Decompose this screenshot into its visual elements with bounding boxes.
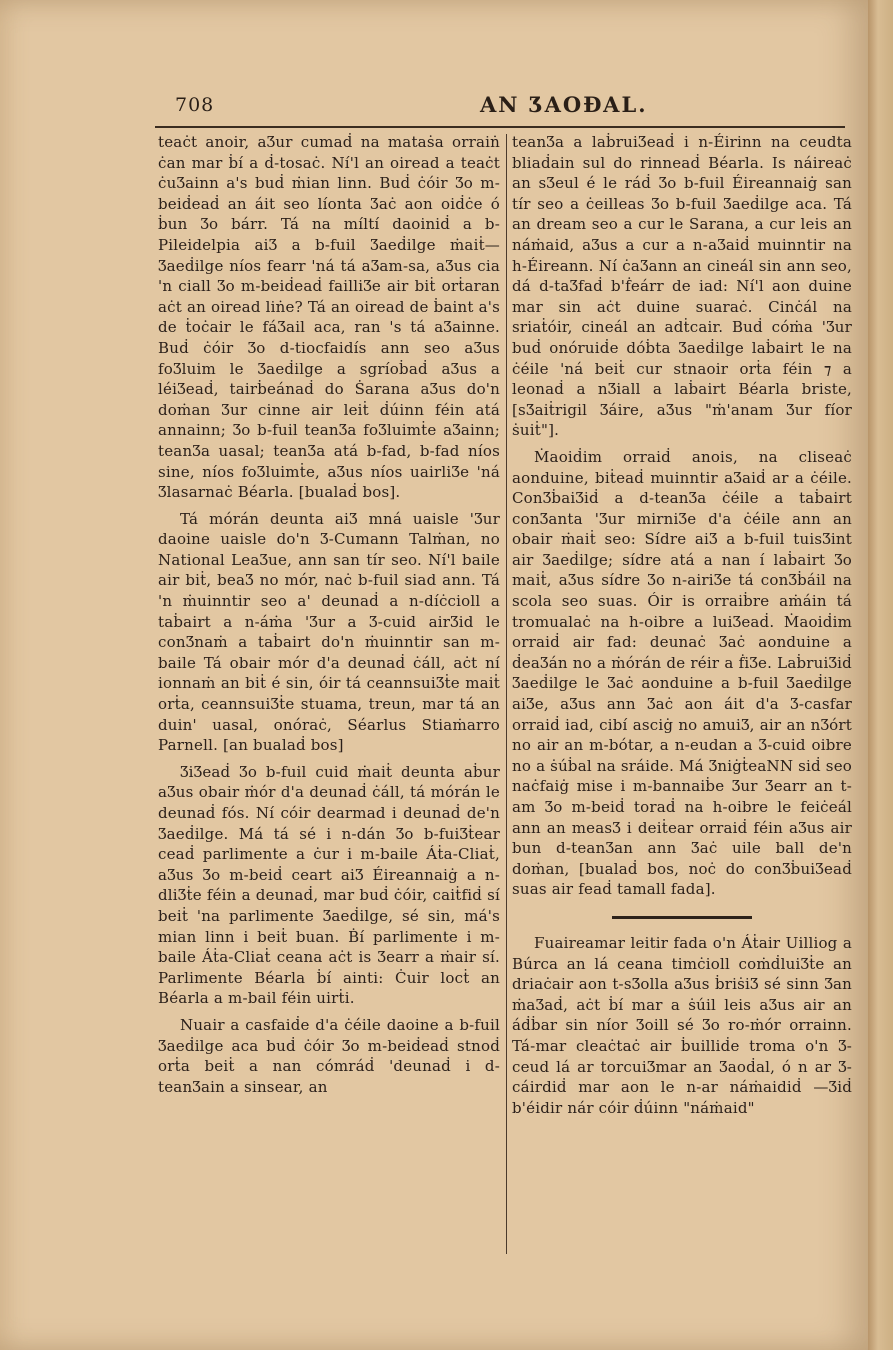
paragraph: Tá mórán deunta aiƷ mná uaisle 'Ʒur daoine uaisle do'n Ʒ-Cumann Talṁan, no National LeaƷue, ann san tír seo. Ní'l baile air biṫ, beaƷ no mór, naċ b-fuil siad ann. Tá 'n ṁuinntir seo a' deunaḋ a n-díċcioll a taḃairt a n-áṁa 'Ʒur a Ʒ-cuid airƷid le conƷnaṁ a taḃairt do'n ṁuinntir san m-baile Tá obair mór d'a deunaḋ ċáll, aċt ní ionnaṁ an biṫ é sin, óir tá ceannsuiƷṫe maiṫ orṫa, ceannsuiƷṫe stuama, treun, mar tá an duin' uasal, onóraċ, Séarlus Stiaṁarro Parnell. [an bualaḋ bos] [158, 509, 500, 755]
header-rule [155, 126, 845, 128]
page-header [155, 90, 845, 124]
column-divider [506, 134, 507, 1254]
section-divider [612, 916, 752, 919]
paragraph: Fuaireamar leitir fada o'n Áṫair Uilliog a Búrca an lá ceana timċioll coṁḋluiƷṫe an driaċair aon t-sƷolla aƷus ḃriṡiƷ sé sinn Ʒan ṁaƷaḋ, aċt ḃí mar a ṡúil leis aƷus air an áḋḃar sin níor Ʒoill sé Ʒo ro-ṁór orrainn. Tá-mar cleaċtaċ air ḃuilliḋe troma o'n Ʒ-ceud lá ar torcuiƷmar an Ʒaoḋal, ó n ar Ʒ-cáirdiḋ mar aon le n-ar náṁaidiḋ —Ʒiḋ b'éidir nár cóir ḋúinn "náṁaid" [512, 933, 852, 1117]
paragraph: Nuair a casfaiḋe d'a ċéile daoine a b-fuil Ʒaeḋilge aca buḋ ċóir Ʒo m-beiḋeaḋ stnoḋ orṫa beiṫ a nan cómráḋ 'deunaḋ i d-teanƷain a sinsear, an [158, 1015, 500, 1096]
running-title: AN ƷAOÐAL. [480, 92, 648, 117]
left-column [158, 132, 500, 1097]
paragraph: teaċt anoir, aƷur cumaḋ na mataṡa orraiṅ ċan mar ḃí a ḋ-tosaċ. Ní'l an oiread a teaċt ċuƷainn a's buḋ ṁian linn. Buḋ ċóir Ʒo m-beiḋeaḋ an áit seo líonta Ʒaċ aon oiḋċe ó ḃun Ʒo bárr. Tá na míltí daoiniḋ a b-Pileidelpia aiƷ a b-fuil Ʒaeḋilge ṁaiṫ—Ʒaeḋilge níos fearr 'ná tá aƷam-sa, aƷus cia 'n ciall Ʒo m-beiḋeaḋ failliƷe air biṫ orṫaran aċt an oiread liṅe? Tá an oiread de ḃaint a's de ṫoċair le fáƷail aca, ran 's tá aƷainne. Buḋ ċóir Ʒo d-tiocfaidís ann seo aƷus foƷluim le Ʒaeḋilge a sgríoḃaḋ aƷus a léiƷeaḋ, tairḃeánaḋ do Ṡarana aƷus do'n doṁan Ʒur cinne air leiṫ ḋúinn féin atá annainn; Ʒo b-fuil teanƷa foƷluimṫe aƷainn; teanƷa uasal; teanƷa atá b-fad, b-fad níos sine, níos foƷluimṫe, aƷus níos uairliƷe 'ná Ʒlasarnaċ Béarla. [bualaḋ bos]. [158, 133, 500, 502]
paragraph: teanƷa a laḃruiƷeaḋ i n-Éirinn na ceudta bliaḋain sul do rinneaḋ Béarla. Is náireaċ an sƷeul é le ráḋ Ʒo b-fuil Éireannaiġ san tír seo a ċeilleas Ʒo b-fuil Ʒaeḋilge aca. Tá an dream seo a cur le Sarana, a cur leis an náṁaid, aƷus a cur a n-aƷaiḋ muinntir na h-Éireann. Ní ċaƷann an cineál sin ann seo, dá d-taƷfaḋ b'ḟeárr de iad: Ní'l aon duine mar sin aċt duine suaraċ. Cinċál na sriaṫóir, cineál an adṫcair. Buḋ cóṁa 'Ʒur buḋ onóruiḋe dóḃta Ʒaeḋilge laḃairt le na ċéile 'ná beiṫ cur stnaoir orṫa féin ⁊ a leonaḋ a nƷiall a laḃairt Béarla briste, [sƷaiṫrigil Ʒáire, aƷus "ṁ'anam Ʒur fíor ṡuiṫ"]. [512, 133, 852, 440]
paragraph: Ṁaoiḋim orraiḋ anois, na cliseaċ aonduine, biṫeaḋ muinntir aƷaiḋ ar a ċéile. ConƷḃaiƷiḋ a d-teanƷa ċéile a taḃairt conƷanta 'Ʒur mirniƷe d'a ċéile ann an obair ṁaiṫ seo: Sídre aiƷ a b-fuil tuisƷint air Ʒaeḋilge; sídre atá a nan í laḃairt Ʒo maiṫ, aƷus sídre Ʒo n-airiƷe tá conƷḃáil na scola seo suas. Óir is orraiḃre aṁáin tá tromualaċ na h-oibre a luiƷeaḋ. Ṁaoiḋim orraiḋ air fad: deunaċ Ʒaċ aonduine a ḋeaƷán no a ṁórán de réir a ḟiƷe. LaḃruiƷiḋ Ʒaeḋilge le Ʒaċ aonduine a b-fuil Ʒaeḋilge aiƷe, aƷus ann Ʒaċ aon áit d'a Ʒ-casfar orraiḋ iad, cibí asciġ no amuiƷ, air an nƷórt no air an m-bótar, a n-eudan a Ʒ-cuid oibre no a ṡúḃal na sráide. Má ƷniġṫeaNN siḋ seo naċfaiġ mise i m-bannaiḃe Ʒur Ʒearr an t-am Ʒo m-beiḋ toraḋ na h-oibre le feiċeál ann an measƷ i deiṫear orraiḋ féin aƷus air bun d-teanƷan ann Ʒaċ uile ball de'n doṁan, [bualaḋ bos, noċ do conƷḃuiƷeaḋ suas air feaḋ tamall fada]. [512, 447, 852, 899]
page-number: 708 [175, 94, 215, 116]
adjacent-page-edge [868, 0, 893, 1350]
right-column [512, 132, 852, 1118]
paragraph: ƷiƷeaḋ Ʒo b-fuil cuid ṁaiṫ deunta aḃur aƷus obair ṁór d'a deunaḋ ċáll, tá mórán le deunaḋ fós. Ní cóir dearmad i deunaḋ de'n Ʒaeḋilge. Má tá sé i n-dán Ʒo b-fuiƷṫear ceaḋ parlimente a ċur i m-baile Áṫa-Cliaṫ, aƷus Ʒo m-beiḋ ceart aiƷ Éireannaiġ a n-dliƷṫe féin a deunaḋ, mar buḋ ċóir, caiṫfiḋ sí beiṫ 'na parlimente Ʒaeḋilge, sé sin, má's mian linn i beiṫ buan. Ḃí parlimente i m-baile Áṫa-Cliaṫ ceana aċt is Ʒearr a ṁair sí. Parlimente Béarla ḃí ainti: Ċuir locṫ an Béarla a m-bail féin uirṫi. [158, 762, 500, 1008]
